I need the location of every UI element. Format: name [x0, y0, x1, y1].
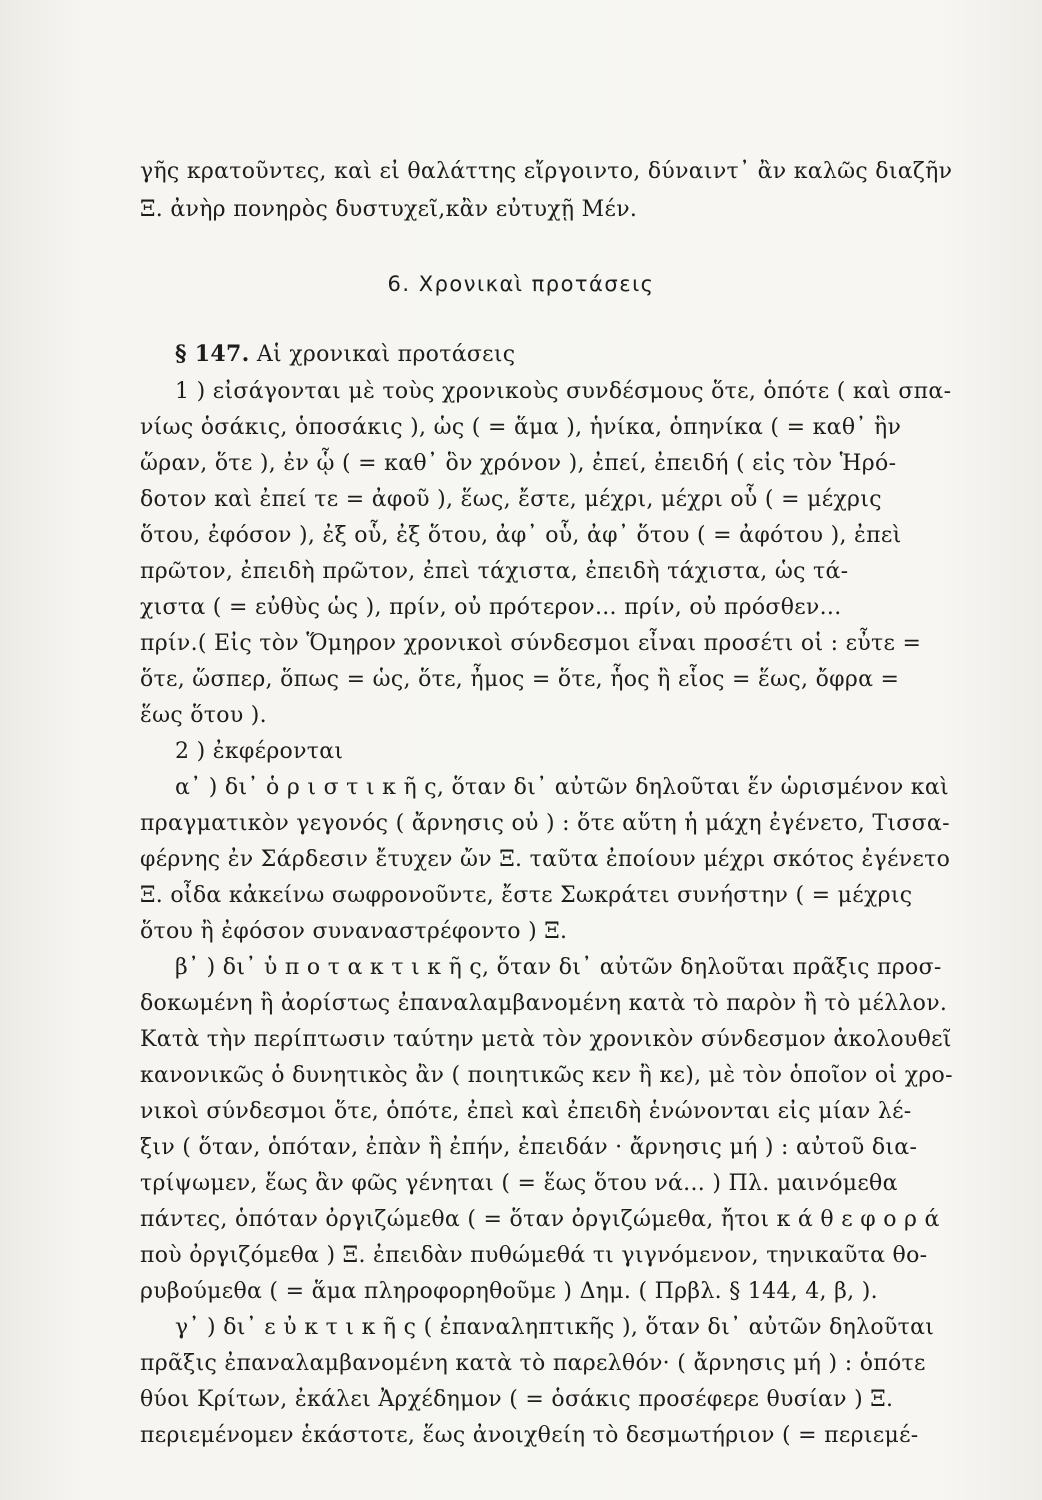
text-line: Κατὰ τὴν περίπτωσιν ταύτην μετὰ τὸν χρονικὸν σύνδεσμον ἀκολουθεῖ	[140, 1027, 952, 1052]
text-line: κανονικῶς ὁ δυνητικὸς ἂν ( ποιητικῶς κεν ἢ κε), μὲ τὸν ὁποῖον οἱ χρο-	[140, 1063, 953, 1088]
text-line: ποὺ ὀργιζόμεθα ) Ξ. ἐπειδὰν πυθώμεθά τι γιγνόμενον, τηνικαῦτα θο-	[140, 1243, 928, 1268]
text-line: ρυβούμεθα ( = ἅμα πληροφορηθοῦμε ) Δημ. ( Πρβλ. § 144, 4, β, ).	[140, 1279, 878, 1304]
text-line: πρίν.( Εἰς τὸν Ὅμηρον χρονικοὶ σύνδεσμοι εἶναι προσέτι οἱ : εὖτε =	[140, 631, 922, 656]
text-line: γῆς κρατοῦντες, καὶ εἰ θαλάττης εἴργοιντο, δύναιντ᾽ ἂν καλῶς διαζῆν	[140, 159, 953, 184]
text-line: πρᾶξις ἐπαναλαμβανομένη κατὰ τὸ παρελθόν· ( ἄρνησις μή ) : ὁπότε	[140, 1351, 926, 1376]
text-line: α᾽ ) δι᾽ ὁ ρ ι σ τ ι κ ῆ ς, ὅταν δι᾽ αὐτῶν δηλοῦται ἕν ὡρισμένον καὶ	[175, 775, 949, 800]
text-line: ὅτου ἢ ἐφόσον συναναστρέφοντο ) Ξ.	[140, 919, 568, 944]
text-line: ἕως ὅτου ).	[140, 703, 267, 728]
text-line: δοτον καὶ ἐπεί τε = ἀφοῦ ), ἕως, ἔστε, μέχρι, μέχρι οὗ ( = μέχρις	[140, 487, 882, 512]
text-line: γ᾽ ) δι᾽ ε ὐ κ τ ι κ ῆ ς ( ἐπαναληπτικῆς ), ὅταν δι᾽ αὐτῶν δηλοῦται	[175, 1315, 935, 1340]
section-number: § 147.	[175, 341, 250, 367]
text-line: πραγματικὸν γεγονός ( ἄρνησις οὐ ) : ὅτε αὕτη ἡ μάχη ἐγένετο, Τισσα-	[140, 811, 950, 836]
text-line: νίως ὁσάκις, ὁποσάκις ), ὡς ( = ἅμα ), ἡνίκα, ὁπηνίκα ( = καθ᾽ ἣν	[140, 415, 902, 440]
text-line: 1 ) εἰσάγονται μὲ τοὺς χρονικοὺς συνδέσμους ὅτε, ὁπότε ( καὶ σπα-	[175, 379, 952, 404]
text-line: 2 ) ἐκφέρονται	[175, 739, 344, 764]
text-line: ὥραν, ὅτε ), ἐν ᾧ ( = καθ᾽ ὃν χρόνον ), ἐπεί, ἐπειδή ( εἰς τὸν Ἡρό-	[140, 451, 897, 476]
text-line: ὅτου, ἐφόσον ), ἐξ οὗ, ἐξ ὅτου, ἀφ᾽ οὗ, ἀφ᾽ ὅτου ( = ἀφότου ), ἐπεὶ	[140, 523, 902, 548]
text-line: τρίψωμεν, ἕως ἂν φῶς γένηται ( = ἕως ὅτου νά... ) Πλ. μαινόμεθα	[140, 1171, 898, 1196]
text-line: ξιν ( ὅταν, ὁπόταν, ἐπὰν ἢ ἐπήν, ἐπειδάν · ἄρνησις μή ) : αὐτοῦ δια-	[140, 1135, 918, 1160]
text-line: θύοι Κρίτων, ἐκάλει Ἀρχέδημον ( = ὁσάκις προσέφερε θυσίαν ) Ξ.	[140, 1387, 894, 1412]
text-line: Ξ. οἶδα κἀκείνω σωφρονοῦντε, ἔστε Σωκράτει συνήστην ( = μέχρις	[140, 883, 913, 908]
text-line: φέρνης ἐν Σάρδεσιν ἔτυχεν ὤν Ξ. ταῦτα ἐποίουν μέχρι σκότος ἐγένετο	[140, 847, 951, 872]
text-line: πάντες, ὁπόταν ὀργιζώμεθα ( = ὅταν ὀργιζώμεθα, ἤτοι κ ά θ ε φ ο ρ ά	[140, 1207, 940, 1232]
text-line: β᾽ ) δι᾽ ὑ π ο τ α κ τ ι κ ῆ ς, ὅταν δι᾽ αὐτῶν δηλοῦται πρᾶξις προσ-	[175, 955, 942, 980]
text-line: νικοὶ σύνδεσμοι ὅτε, ὁπότε, ἐπεὶ καὶ ἐπειδὴ ἑνώνονται εἰς μίαν λέ-	[140, 1099, 912, 1124]
paragraph-header	[175, 340, 1025, 369]
text-line: πρῶτον, ἐπειδὴ πρῶτον, ἐπεὶ τάχιστα, ἐπειδὴ τάχιστα, ὡς τά-	[140, 559, 849, 584]
section-title: Αἱ χρονικαὶ προτάσεις	[256, 342, 516, 367]
text-line: δοκωμένη ἢ ἀορίστως ἐπαναλαμβανομένη κατὰ τὸ παρὸν ἢ τὸ μέλλον.	[140, 991, 948, 1016]
section-heading: 6. Χρονικαὶ προτάσεις	[387, 272, 655, 296]
text-line: Ξ. ἀνὴρ πονηρὸς δυστυχεῖ,κἂν εὐτυχῇ Μέν.	[140, 197, 638, 222]
text-line: ὅτε, ὥσπερ, ὅπως = ὡς, ὅτε, ἦμος = ὅτε, ἧος ἢ εἷος = ἕως, ὄφρα =	[140, 667, 900, 692]
text-line: χιστα ( = εὐθὺς ὡς ), πρίν, οὐ πρότερον... πρίν, οὐ πρόσθεν...	[140, 595, 842, 620]
text-line: περιεμένομεν ἑκάστοτε, ἕως ἀνοιχθείη τὸ δεσμωτήριον ( = περιεμέ-	[140, 1423, 919, 1448]
